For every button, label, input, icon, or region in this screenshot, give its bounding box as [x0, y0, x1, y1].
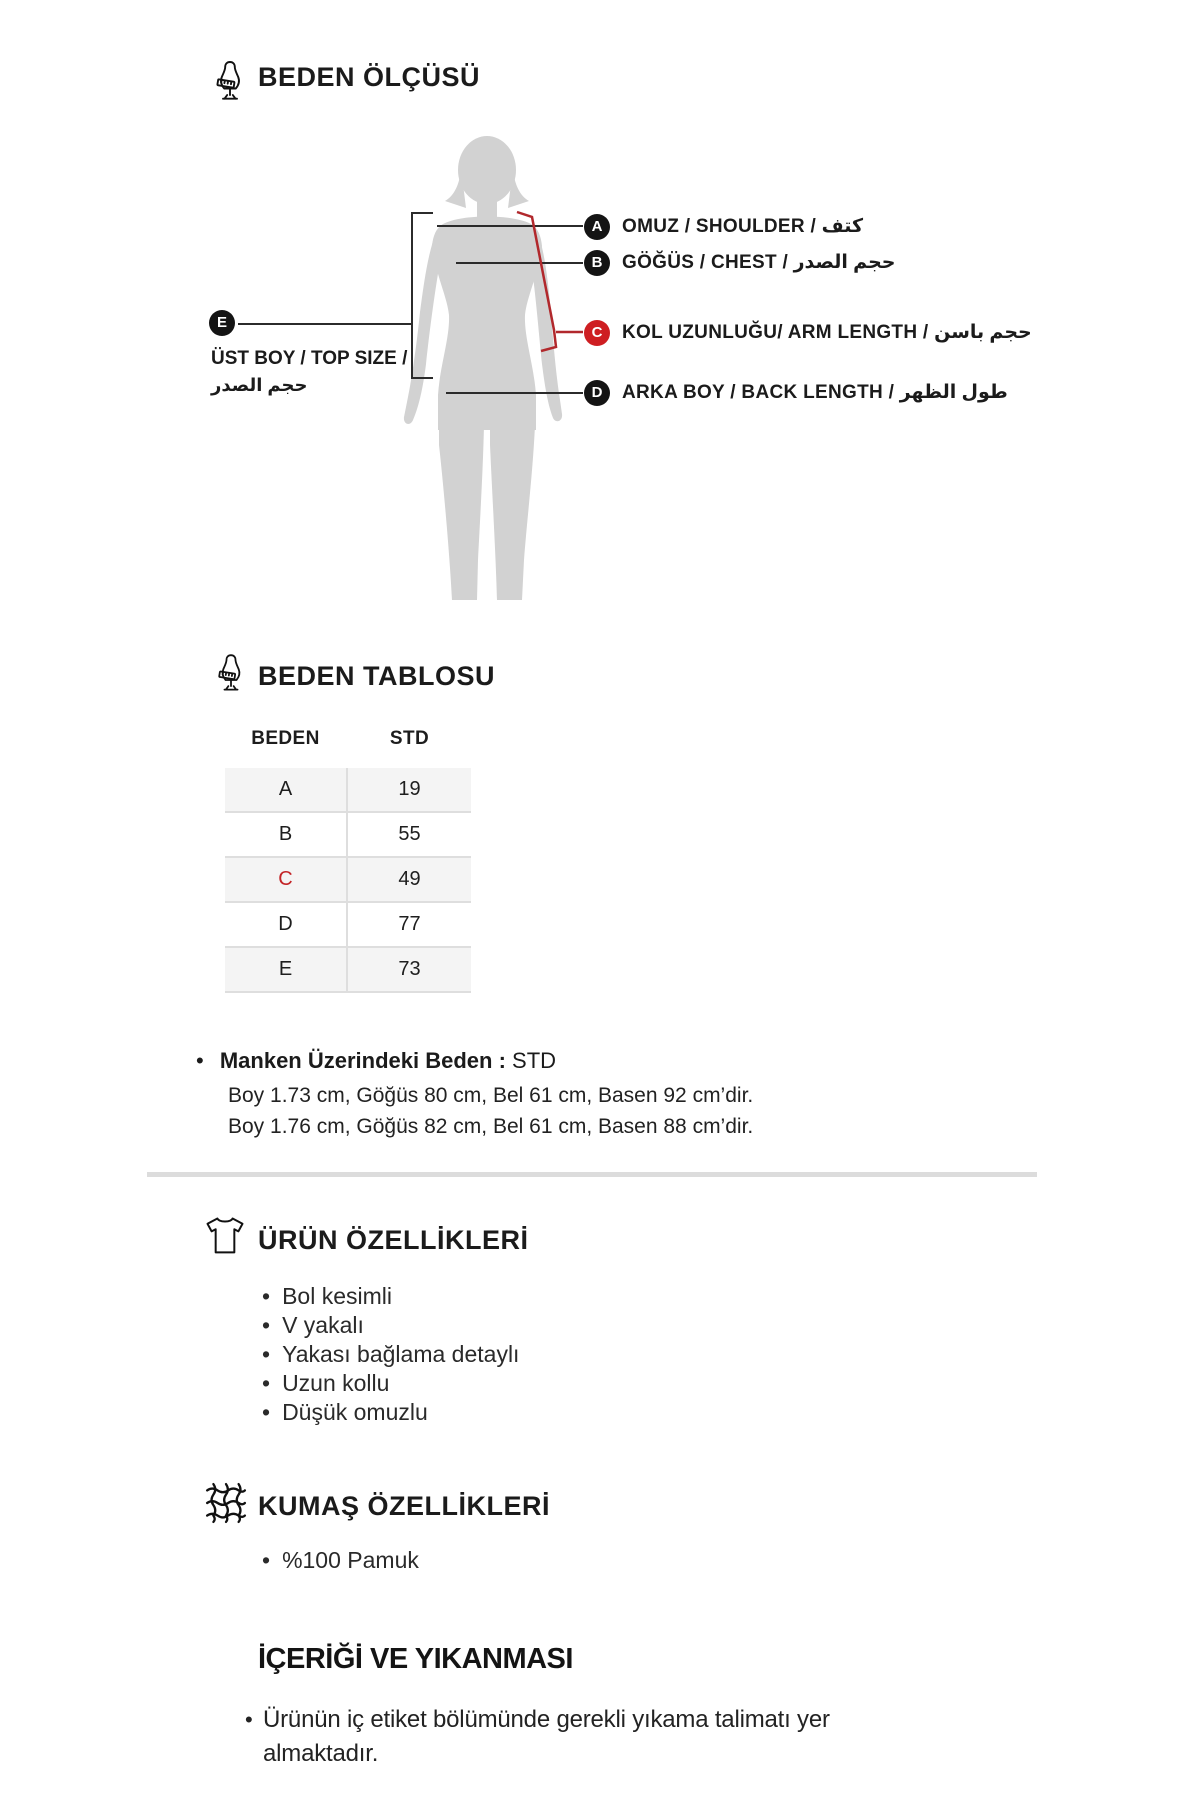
label-chest: GÖĞÜS / CHEST / حجم الصدر: [622, 252, 896, 273]
row-letter: D: [278, 913, 293, 935]
body-silhouette: [404, 136, 562, 600]
row-value: 49: [398, 868, 421, 890]
model-measurements: [228, 1080, 753, 1142]
marker-d: D: [584, 380, 610, 406]
row-value: 19: [398, 778, 421, 800]
marker-c: C: [584, 320, 610, 346]
label-shoulder: OMUZ / SHOULDER / كتف: [622, 216, 864, 237]
fabric-item: • %100 Pamuk: [262, 1546, 419, 1575]
table-row: [225, 768, 471, 813]
size-table: [225, 768, 471, 993]
column-header-beden: BEDEN: [251, 728, 320, 749]
tshirt-icon: [204, 1216, 246, 1256]
label-top-size-line2: حجم الصدر: [211, 375, 308, 395]
size-table-header: [225, 728, 471, 750]
label-back-length: ARKA BOY / BACK LENGTH / طول الظهر: [622, 382, 1008, 403]
marker-b: B: [584, 250, 610, 276]
table-row: [225, 948, 471, 993]
product-features-title: ÜRÜN ÖZELLİKLERİ: [258, 1225, 529, 1255]
size-table-title: BEDEN TABLOSU: [258, 661, 496, 691]
label-top-size-line1: ÜST BOY / TOP SIZE /: [211, 348, 408, 369]
model-size-line: [196, 1048, 556, 1074]
table-row: [225, 813, 471, 858]
product-features-list: [262, 1282, 519, 1427]
marker-e: E: [209, 310, 235, 336]
feature-item: • Uzun kollu: [262, 1369, 519, 1398]
fabric-features-list: [262, 1546, 419, 1575]
table-row: [225, 858, 471, 903]
feature-item: • Bol kesimli: [262, 1282, 519, 1311]
feature-item: • Yakası bağlama detaylı: [262, 1340, 519, 1369]
size-guide-title: BEDEN ÖLÇÜSÜ: [258, 62, 481, 92]
mannequin-icon: [216, 653, 246, 693]
feature-item: • Düşük omuzlu: [262, 1398, 519, 1427]
fabric-weave-icon: [205, 1482, 247, 1524]
model-size-value: STD: [512, 1048, 557, 1073]
fabric-features-title: KUMAŞ ÖZELLİKLERİ: [258, 1491, 550, 1521]
care-text: • Ürünün iç etiket bölümünde gerekli yıkama talimatı yer almaktadır.: [263, 1703, 923, 1771]
mannequin-icon: [214, 60, 246, 102]
model-size-label: Manken Üzerindeki Beden :: [219, 1048, 506, 1073]
row-letter: E: [278, 958, 293, 980]
table-row: [225, 903, 471, 948]
label-arm-length: KOL UZUNLUĞU/ ARM LENGTH / حجم باسن: [622, 322, 1032, 343]
feature-item: • V yakalı: [262, 1311, 519, 1340]
row-value: 77: [398, 913, 421, 935]
row-letter: C: [278, 868, 293, 890]
section-divider: [147, 1172, 1037, 1177]
model-measurements-line1: Boy 1.73 cm, Göğüs 80 cm, Bel 61 cm, Basen 92 cm’dir.: [228, 1084, 754, 1107]
row-value: 73: [398, 958, 421, 980]
care-title: İÇERİĞİ VE YIKANMASI: [258, 1643, 573, 1675]
row-value: 55: [398, 823, 421, 845]
marker-a: A: [584, 214, 610, 240]
row-letter: B: [278, 823, 293, 845]
label-top-size: [211, 346, 407, 398]
column-header-std: STD: [389, 728, 430, 749]
row-letter: A: [278, 778, 293, 800]
model-measurements-line2: Boy 1.76 cm, Göğüs 82 cm, Bel 61 cm, Basen 88 cm’dir.: [228, 1115, 754, 1138]
